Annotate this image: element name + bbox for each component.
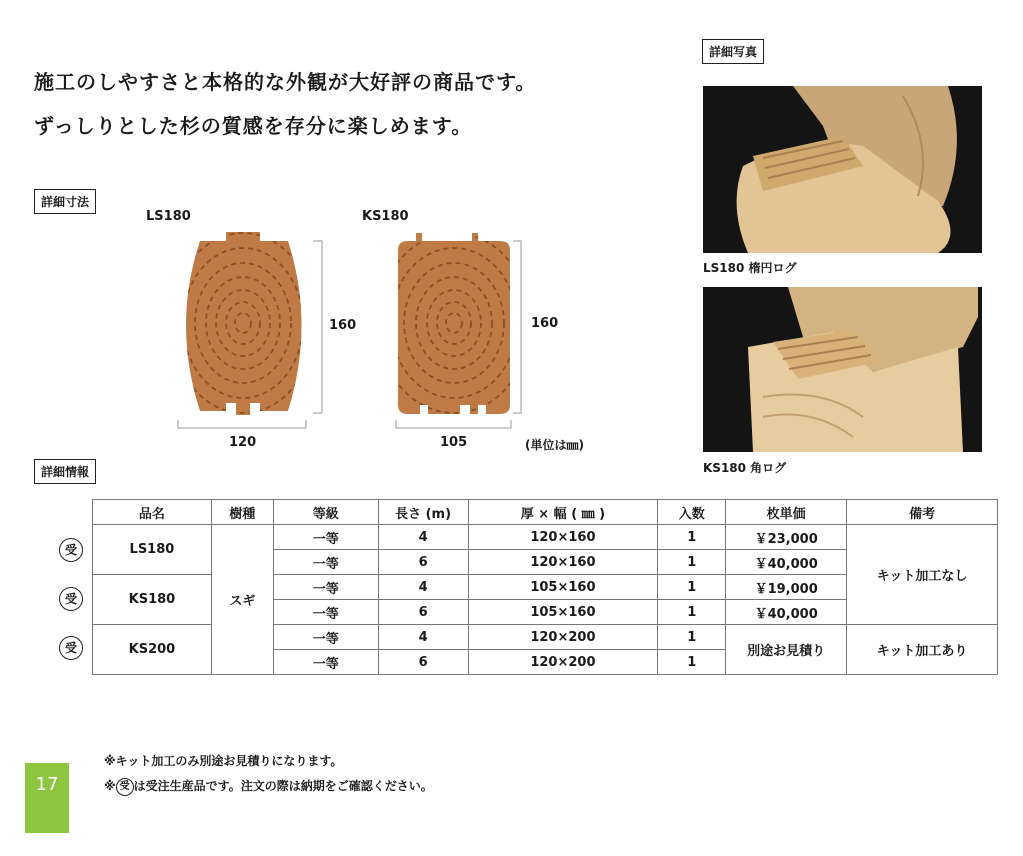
headline-line-2: ずっしりとした杉の質感を存分に楽しめます。 bbox=[34, 114, 473, 138]
table-header-row bbox=[93, 500, 998, 525]
length-cell: 6 bbox=[378, 600, 468, 625]
length-cell: 4 bbox=[378, 525, 468, 550]
grade-cell: 一等 bbox=[273, 625, 378, 650]
ks180-photo-image bbox=[703, 287, 982, 452]
product-name-cell: KS180 bbox=[93, 575, 212, 625]
price-cell: ￥23,000 bbox=[726, 525, 847, 550]
price-cell: ￥19,000 bbox=[726, 575, 847, 600]
size-cell: 105×160 bbox=[468, 600, 658, 625]
ls180-photo bbox=[703, 86, 982, 253]
grade-cell: 一等 bbox=[273, 575, 378, 600]
ls180-cross-section bbox=[171, 232, 315, 415]
size-cell: 120×160 bbox=[468, 550, 658, 575]
ls180-height-label: 160 bbox=[329, 318, 357, 333]
footnote-1: ※キット加工のみ別途お見積りになります。 bbox=[104, 754, 343, 768]
remark-cell: キット加工あり bbox=[847, 625, 998, 675]
unit-note: (単位は㎜) bbox=[525, 438, 584, 452]
product-name-cell: KS200 bbox=[93, 625, 212, 675]
price-cell: ￥40,000 bbox=[726, 600, 847, 625]
header-remarks: 備考 bbox=[847, 500, 998, 525]
info-section-label: 詳細情報 bbox=[34, 459, 96, 484]
quantity-cell: 1 bbox=[658, 600, 726, 625]
made-to-order-badge: 受 bbox=[59, 538, 83, 562]
made-to-order-badge: 受 bbox=[116, 778, 134, 796]
product-name-cell: LS180 bbox=[93, 525, 212, 575]
header-species: 樹種 bbox=[211, 500, 273, 525]
grade-cell: 一等 bbox=[273, 650, 378, 675]
header-product-name: 品名 bbox=[93, 500, 212, 525]
quantity-cell: 1 bbox=[658, 550, 726, 575]
ls180-width-label: 120 bbox=[229, 435, 257, 450]
photos-section-label: 詳細写真 bbox=[702, 39, 764, 64]
ks180-photo bbox=[703, 287, 982, 452]
cross-section-diagrams bbox=[0, 0, 700, 460]
header-length: 長さ (m) bbox=[378, 500, 468, 525]
header-grade: 等級 bbox=[273, 500, 378, 525]
ks180-diagram-title: KS180 bbox=[362, 209, 409, 224]
grade-cell: 一等 bbox=[273, 525, 378, 550]
ks180-height-label: 160 bbox=[531, 316, 559, 331]
header-size: 厚 × 幅 ( ㎜ ) bbox=[468, 500, 658, 525]
length-cell: 4 bbox=[378, 575, 468, 600]
footnote-2-text: は受注生産品です。注文の際は納期をご確認ください。 bbox=[133, 779, 433, 793]
ls180-photo-image bbox=[703, 86, 982, 253]
ls180-diagram-title: LS180 bbox=[146, 209, 191, 224]
footnote-2 bbox=[104, 777, 433, 796]
grade-cell: 一等 bbox=[273, 550, 378, 575]
size-cell: 120×200 bbox=[468, 625, 658, 650]
quantity-cell: 1 bbox=[658, 575, 726, 600]
table-row bbox=[93, 525, 998, 550]
header-quantity: 入数 bbox=[658, 500, 726, 525]
headline-line-1: 施工のしやすさと本格的な外観が大好評の商品です。 bbox=[34, 70, 537, 94]
price-cell: 別途お見積り bbox=[726, 625, 847, 675]
ks180-photo-caption: KS180 角ログ bbox=[703, 461, 787, 475]
grade-cell: 一等 bbox=[273, 600, 378, 625]
made-to-order-badge: 受 bbox=[59, 636, 83, 660]
length-cell: 6 bbox=[378, 650, 468, 675]
quantity-cell: 1 bbox=[658, 625, 726, 650]
size-cell: 120×160 bbox=[468, 525, 658, 550]
footnote-2-prefix: ※ bbox=[104, 779, 116, 793]
header-unit-price: 枚単価 bbox=[726, 500, 847, 525]
size-cell: 105×160 bbox=[468, 575, 658, 600]
ks180-width-label: 105 bbox=[440, 435, 468, 450]
quantity-cell: 1 bbox=[658, 650, 726, 675]
price-cell: ￥40,000 bbox=[726, 550, 847, 575]
length-cell: 6 bbox=[378, 550, 468, 575]
ls180-photo-caption: LS180 楕円ログ bbox=[703, 261, 797, 275]
size-cell: 120×200 bbox=[468, 650, 658, 675]
remark-cell: キット加工なし bbox=[847, 525, 998, 625]
page-number: 17 bbox=[25, 763, 69, 833]
product-spec-table bbox=[92, 499, 998, 675]
species-cell: スギ bbox=[211, 525, 273, 675]
quantity-cell: 1 bbox=[658, 525, 726, 550]
dimensions-section-label: 詳細寸法 bbox=[34, 189, 96, 214]
made-to-order-badge: 受 bbox=[59, 587, 83, 611]
ks180-cross-section bbox=[378, 233, 530, 414]
length-cell: 4 bbox=[378, 625, 468, 650]
